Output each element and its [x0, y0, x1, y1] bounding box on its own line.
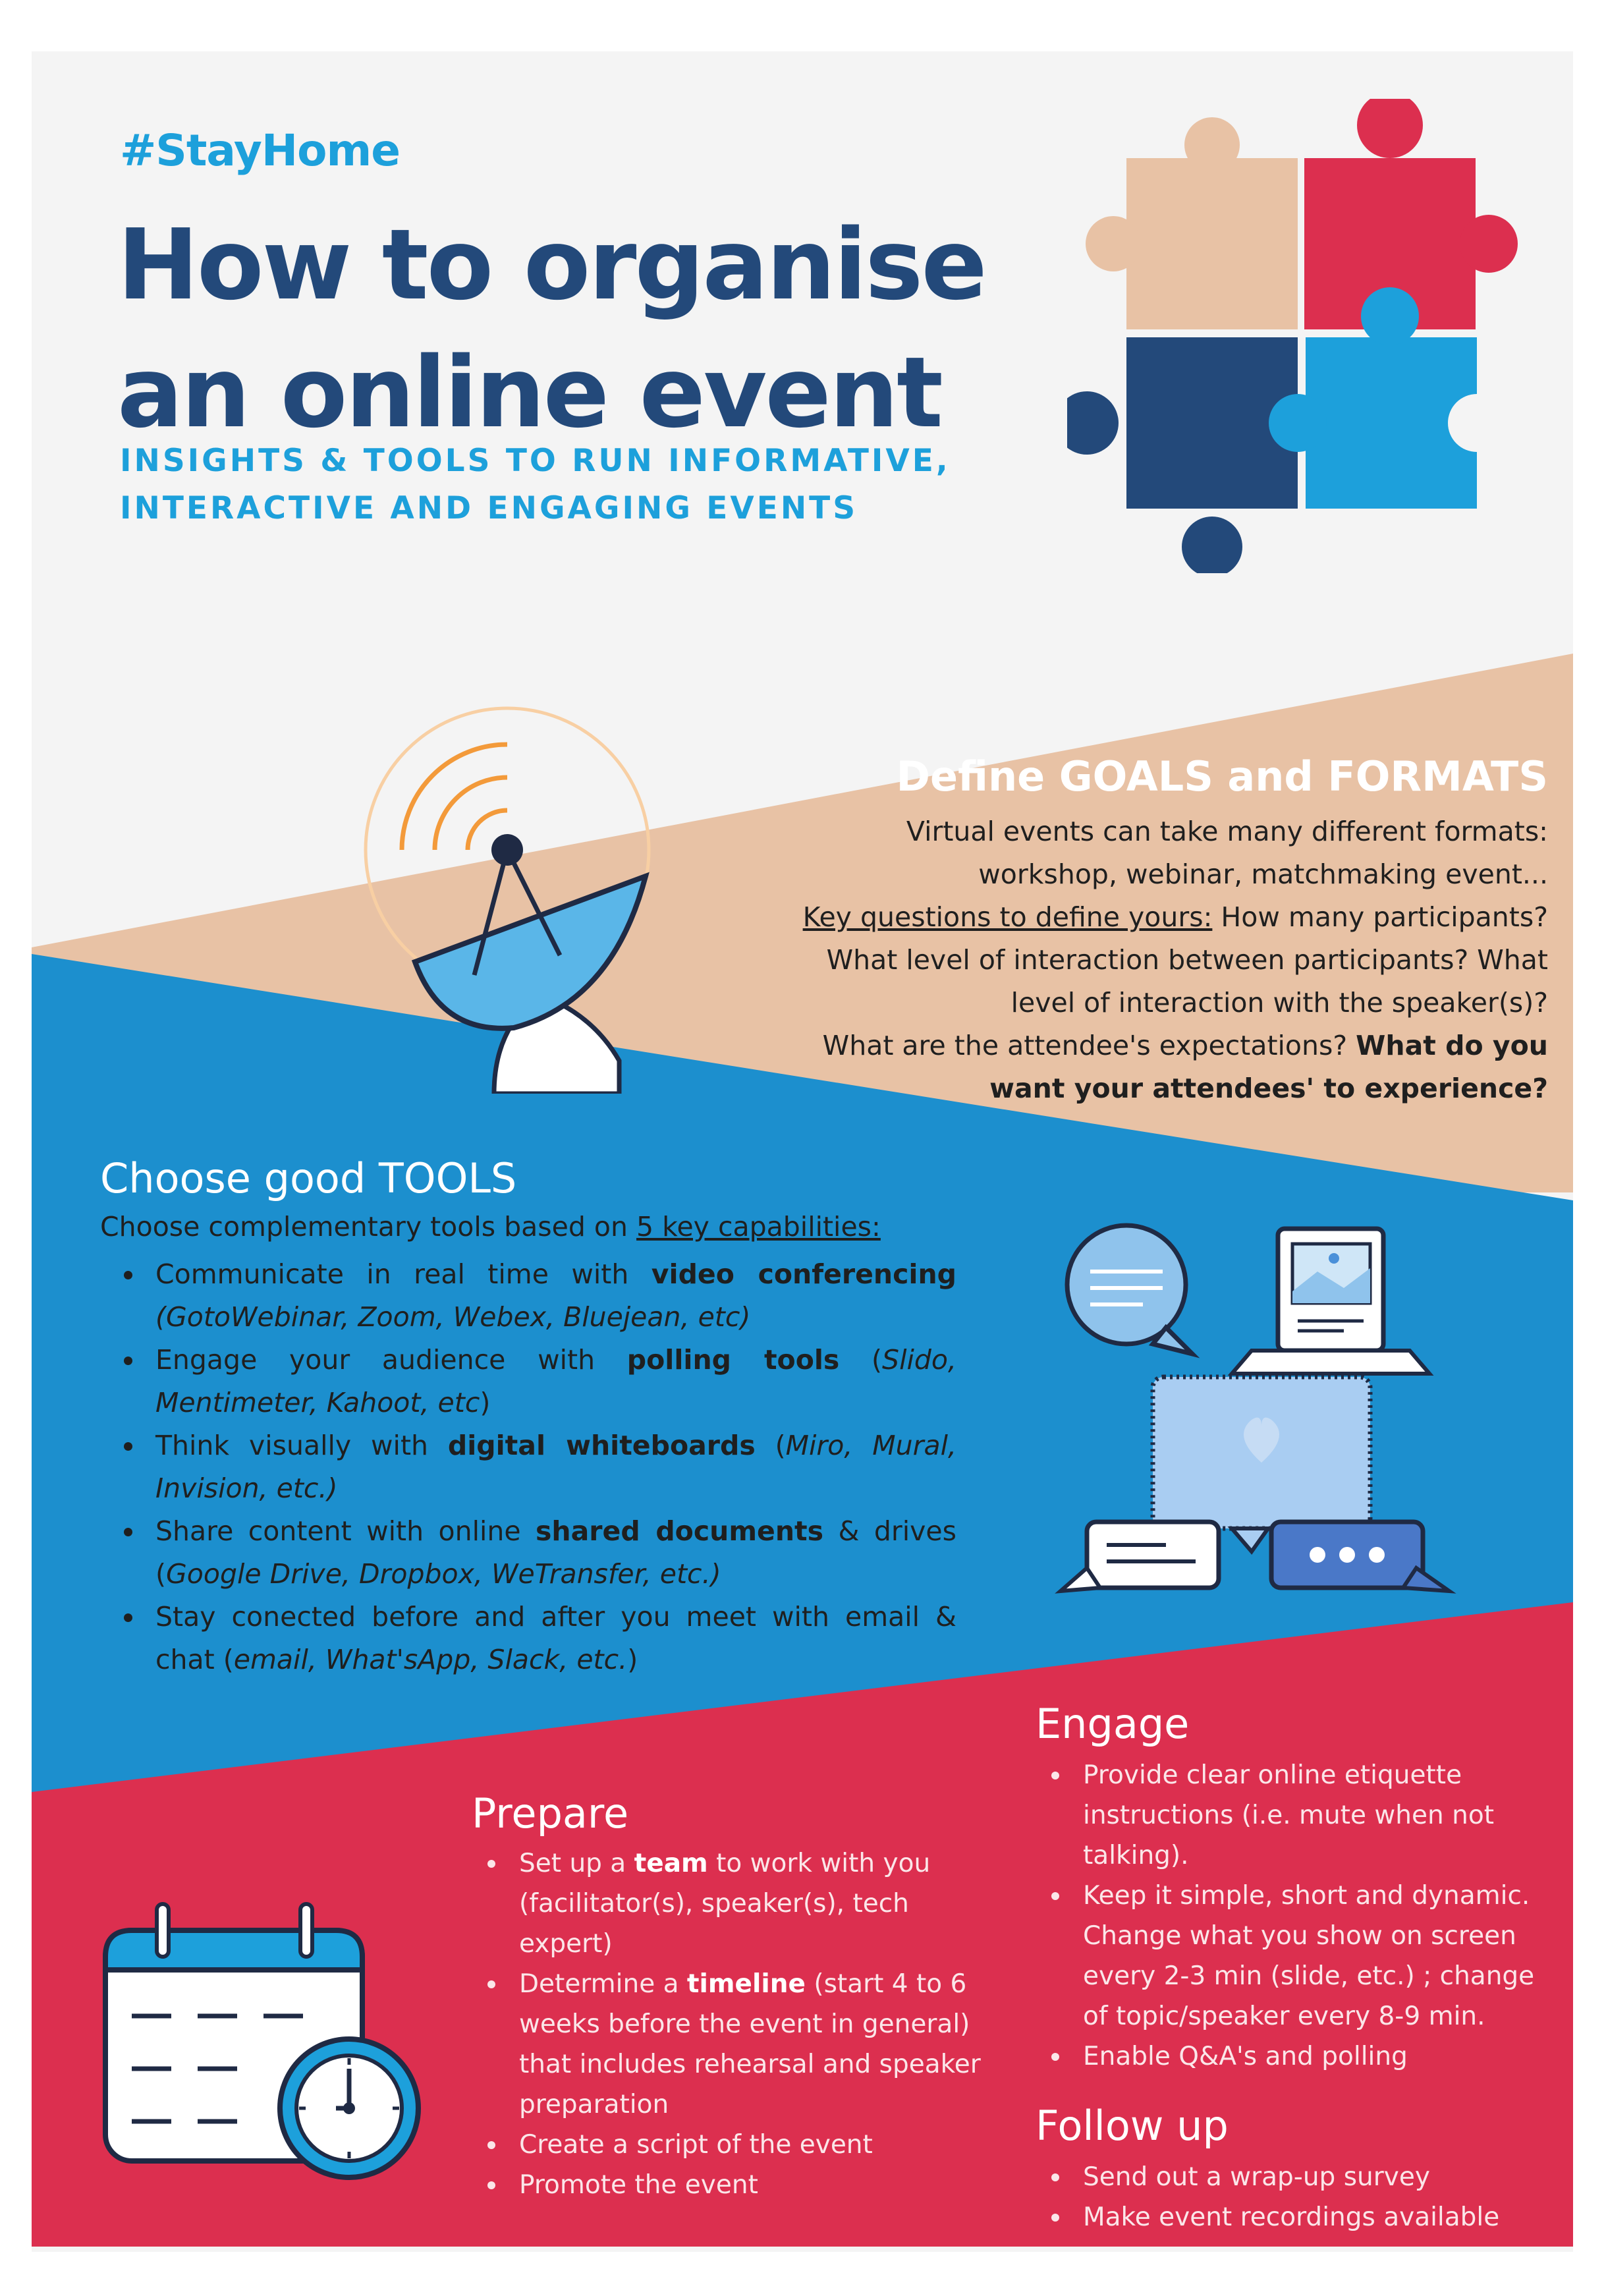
calendar-clock-icon	[99, 1897, 428, 2187]
engage-item: Provide clear online etiquette instructions (i.e. mute when not talking).	[1036, 1755, 1549, 1876]
goals-body	[692, 810, 1548, 1110]
hashtag: #StayHome	[120, 125, 401, 176]
engage-list	[1036, 1755, 1549, 2077]
tools-item	[100, 1510, 956, 1596]
tools-item-bold: shared documents	[536, 1515, 824, 1547]
prepare-item: Promote the event	[472, 2165, 999, 2205]
goals-line-7: want your attendees' to experience?	[989, 1073, 1548, 1104]
tools-item-italic: Miro, Mural, Invision, etc.)	[155, 1430, 956, 1504]
satellite-dish-icon	[343, 685, 685, 1094]
tools-item-post: (	[755, 1430, 786, 1461]
prepare-item-bold: timeline	[686, 1969, 806, 1999]
prepare-item-pre: Set up a	[519, 1849, 634, 1878]
prepare-list	[472, 1843, 999, 2205]
tools-item-tail: )	[480, 1387, 491, 1418]
subtitle	[120, 437, 951, 532]
goals-line-2: workshop, webinar, matchmaking event...	[978, 858, 1548, 890]
followup-item: Make event recordings available	[1036, 2197, 1549, 2237]
tools-item	[100, 1424, 956, 1510]
chat-devices-icon	[1054, 1212, 1462, 1601]
goals-line-6-bold: What do you	[1356, 1030, 1548, 1061]
tools-item-pre: Engage your audience with	[155, 1344, 627, 1376]
key-questions-text: How many participants?	[1212, 901, 1548, 933]
tools-item-bold: polling tools	[626, 1344, 840, 1376]
tools-item-pre: Share content with online	[155, 1515, 536, 1547]
subtitle-line-1: INSIGHTS & TOOLS TO RUN INFORMATIVE,	[120, 443, 951, 479]
tools-intro-link: 5 key capabilities:	[636, 1211, 881, 1243]
followup-item: Send out a wrap-up survey	[1036, 2157, 1549, 2197]
puzzle-icon	[1067, 99, 1555, 573]
goals-line-5: level of interaction with the speaker(s)?	[1011, 987, 1548, 1019]
tools-item-pre: Communicate in real time with	[155, 1258, 651, 1290]
tools-item	[100, 1596, 956, 1681]
tools-item	[100, 1339, 956, 1424]
tools-item-bold: digital whiteboards	[447, 1430, 756, 1461]
prepare-item-pre: Determine a	[519, 1969, 687, 1999]
prepare-item	[472, 1964, 999, 2125]
goals-line-6	[692, 1024, 1548, 1067]
tools-item-italic: Slido, Mentimeter, Kahoot, etc	[155, 1344, 956, 1418]
page-title	[117, 201, 985, 457]
goals-line-4: What level of interaction between participants? What	[826, 944, 1548, 976]
tools-item-post: (	[839, 1344, 883, 1376]
tools-item-pre: Think visually with	[155, 1430, 448, 1461]
prepare-item-bold: team	[634, 1849, 708, 1878]
prepare-item-post: (start 4 to 6 weeks before the event in general) that includes rehearsal and speaker preparation	[519, 1969, 981, 2119]
followup-title: Follow up	[1036, 2102, 1229, 2150]
engage-item: Keep it simple, short and dynamic. Change what you show on screen every 2-3 min (slide, etc.) ; change of topic/speaker every 8-9 min.	[1036, 1876, 1549, 2036]
tools-item-bold: video conferencing	[651, 1258, 956, 1290]
goals-line-6-text: What are the attendee's expectations?	[822, 1030, 1356, 1061]
followup-list	[1036, 2157, 1549, 2237]
tools-intro	[100, 1211, 881, 1243]
engage-item: Enable Q&A's and polling	[1036, 2036, 1549, 2077]
tools-item-tail: )	[627, 1644, 638, 1675]
key-questions-label: Key questions to define yours:	[802, 901, 1213, 933]
tools-item-italic: Google Drive, Dropbox, WeTransfer, etc.)	[166, 1558, 721, 1590]
title-line-1: How to organise	[117, 208, 985, 322]
prepare-item-post: to work with you (facilitator(s), speaker(s), tech expert)	[519, 1849, 931, 1959]
tools-title: Choose good TOOLS	[100, 1154, 517, 1202]
engage-title: Engage	[1036, 1700, 1190, 1748]
prepare-item: Create a script of the event	[472, 2125, 999, 2165]
goals-title: Define GOALS and FORMATS	[896, 752, 1548, 800]
goals-line-3	[692, 896, 1548, 939]
subtitle-line-2: INTERACTIVE AND ENGAGING EVENTS	[120, 490, 858, 526]
prepare-item	[472, 1843, 999, 1964]
tools-item-pre: Stay conected before and after you meet with email & chat (	[155, 1601, 956, 1675]
goals-line-1: Virtual events can take many different formats:	[906, 816, 1548, 847]
tools-item	[100, 1253, 956, 1339]
title-line-2: an online event	[117, 336, 941, 449]
tools-item-post: & drives (	[155, 1515, 956, 1590]
prepare-title: Prepare	[472, 1789, 629, 1837]
tools-item-italic: (GotoWebinar, Zoom, Webex, Bluejean, etc)	[155, 1301, 751, 1333]
tools-item-italic: email, What'sApp, Slack, etc.	[233, 1644, 628, 1675]
tools-intro-text: Choose complementary tools based on	[100, 1211, 637, 1243]
tools-list	[100, 1253, 956, 1681]
